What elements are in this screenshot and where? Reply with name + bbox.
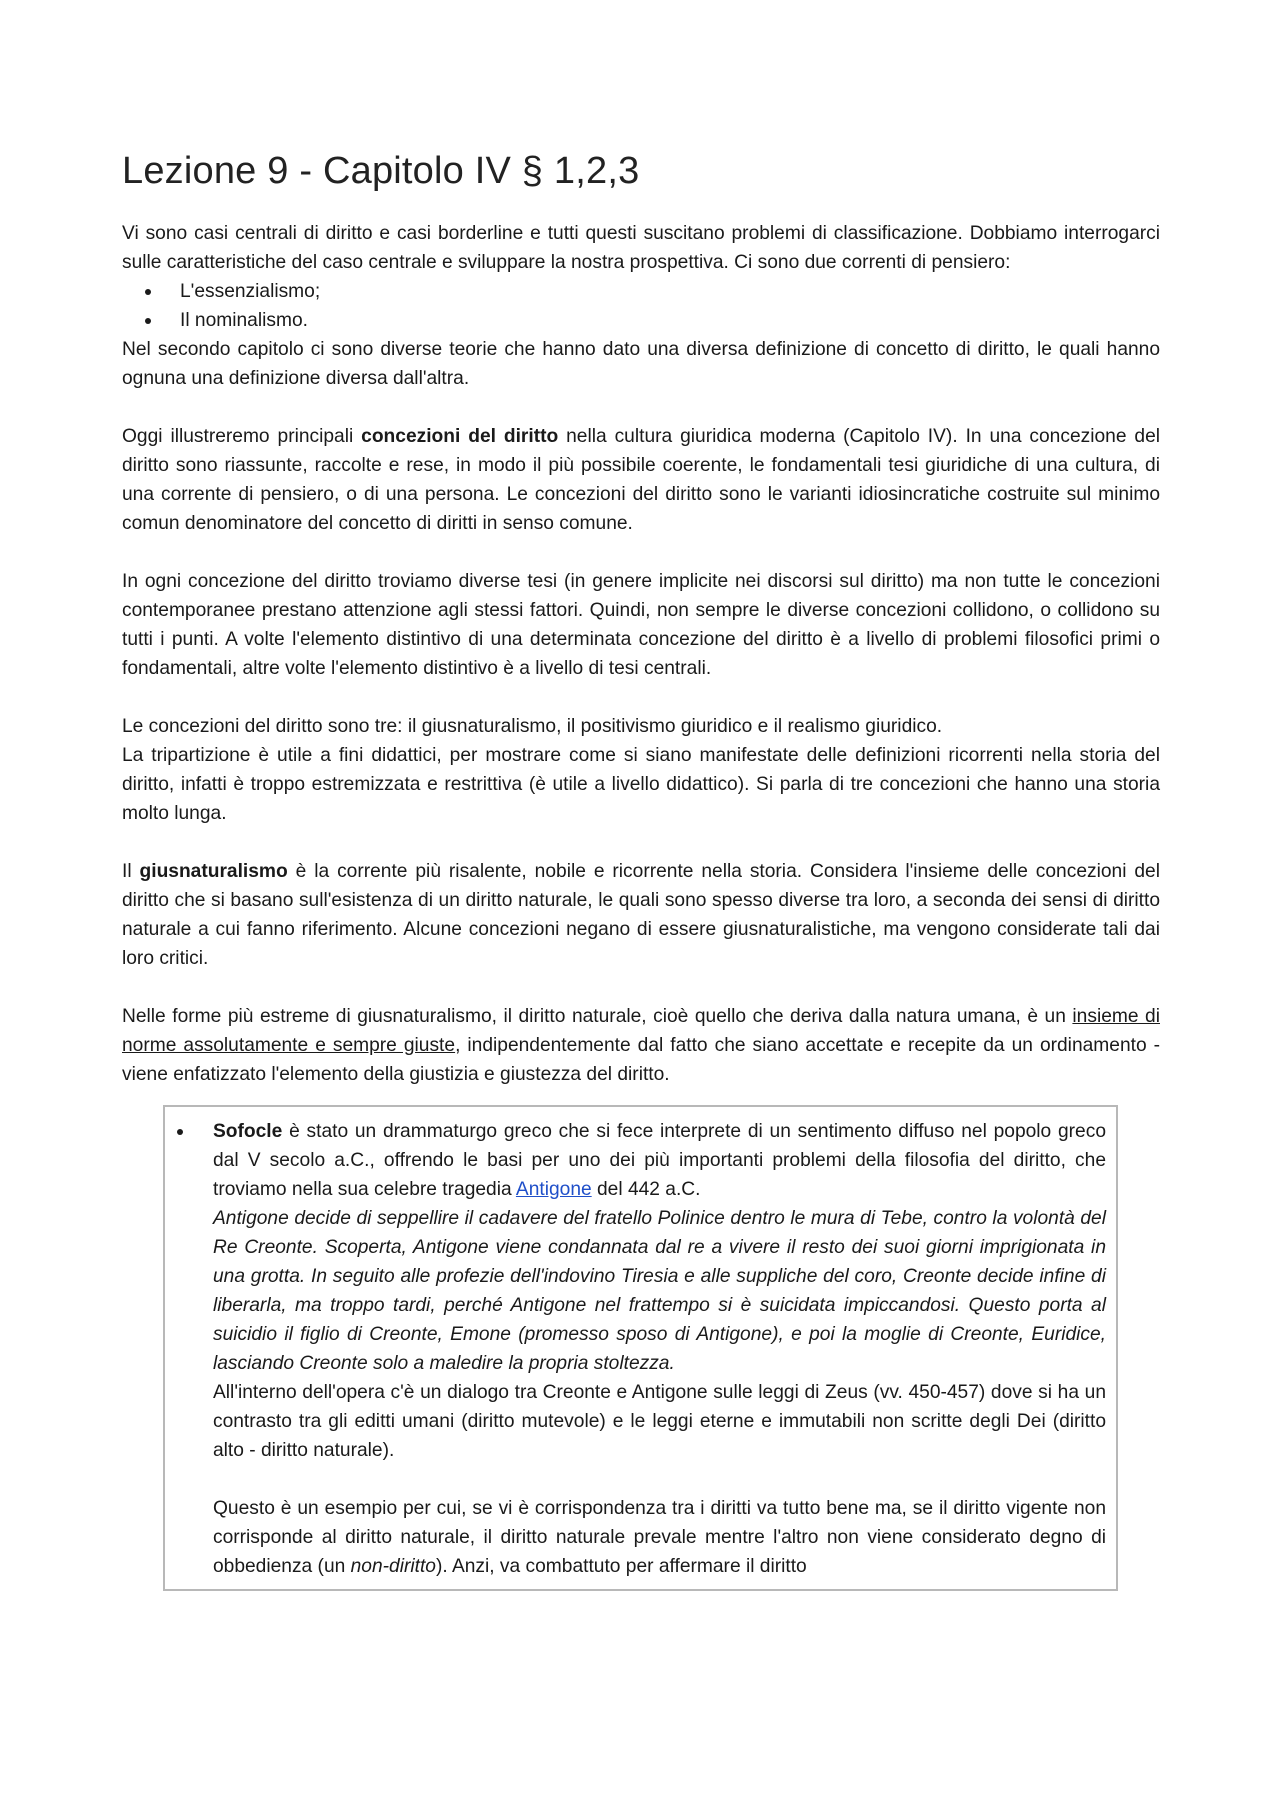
list-item: L'essenzialismo; bbox=[145, 277, 1160, 306]
sofocle-box bbox=[163, 1105, 1118, 1591]
list-item: Il nominalismo. bbox=[145, 306, 1160, 335]
paragraph-concezioni bbox=[122, 422, 1160, 538]
text-span: Oggi illustreremo principali bbox=[122, 426, 362, 447]
text-span: Nelle forme più estreme di giusnaturalismo, il diritto naturale, cioè quello che deriva dalla natura umana, è un bbox=[122, 1006, 1073, 1027]
italic-text: Antigone decide di seppellire il cadavere del fratello Polinice dentro le mura di Tebe, contro la volontà del Re Creonte. Scoperta, Antigone viene condannata dal re a vivere il resto dei suoi giorni imprigionata in una grotta. In seguito alle profezie dell'indovino Tiresia e alle suppliche del coro, Creonte decide infine di liberarla, ma troppo tardi, perché Antigone nel frattempo si è suicidata impiccandosi. Questo porta al suicidio il figlio di Creonte, Emone (promesso sposo di Antigone), e poi la moglie di Creonte, Euridice, lasciando Creonte solo a maledire la propria stoltezza. bbox=[213, 1208, 1106, 1374]
paragraph-tripartizione: La tripartizione è utile a fini didattici, per mostrare come si siano manifestate delle definizioni ricorrenti nella storia del diritto, infatti è troppo estremizzata e restrittiva (è utile a livello didattico). Si parla di tre concezioni che hanno una storia molto lunga. bbox=[122, 745, 1160, 824]
box-intro bbox=[213, 1117, 1106, 1204]
document-page bbox=[122, 150, 1160, 1591]
text-span: ). Anzi, va combattuto per affermare il diritto bbox=[435, 1556, 807, 1577]
text-span: è stato un drammaturgo greco che si fece interprete di un sentimento diffuso nel popolo greco dal V secolo a.C., offrendo le basi per uno dei più importanti problemi della filosofia del diritto, che troviamo nella sua celebre tragedia bbox=[213, 1121, 1106, 1200]
text-span: nella cultura giuridica moderna (Capitolo IV). In una concezione del diritto sono riassunte, raccolte e rese, in modo il più possibile coerente, le fondamentali tesi giuridiche di una cultura, di una corrente di pensiero, o di una persona. Le concezioni del diritto sono le varianti idiosincratiche costruite sul minimo comun denominatore del concetto di diritti in senso comune. bbox=[122, 426, 1161, 534]
page-title: Lezione 9 - Capitolo IV § 1,2,3 bbox=[122, 150, 640, 192]
antigone-link[interactable]: Antigone bbox=[515, 1179, 592, 1200]
box-plot-summary bbox=[213, 1204, 1106, 1378]
text-span: Questo è un esempio per cui, se vi è corrispondenza tra i diritti va tutto bene ma, se il diritto vigente non corrisponde al diritto naturale, il diritto naturale prevale mentre l'altro non viene considerato degno di obbedienza (un bbox=[213, 1498, 1106, 1577]
bullet-list bbox=[122, 277, 1160, 335]
text-span: Il bbox=[122, 861, 140, 882]
underlined-text: insieme di norme assolutamente e sempre giuste bbox=[122, 1006, 1160, 1056]
text-span: è la corrente più risalente, nobile e ricorrente nella storia. Considera l'insieme delle concezioni del diritto che si basano sull'esistenza di un diritto naturale, le quali sono spesso diverse tra loro, a seconda dei sensi di diritto naturale a cui fanno riferimento. Alcune concezioni negano di essere giusnaturalistiche, ma vengono considerate tali dai loro critici. bbox=[122, 861, 1160, 969]
box-example bbox=[213, 1494, 1106, 1581]
text-span: del 442 a.C. bbox=[591, 1179, 701, 1200]
italic-text: non-diritto bbox=[350, 1556, 436, 1577]
bullet-dot bbox=[177, 1129, 183, 1135]
text-span: , indipendentemente dal fatto che siano accettate e recepite da un ordinamento - viene enfatizzato l'elemento della giustizia e giustezza del diritto. bbox=[122, 1035, 1161, 1085]
paragraph-forme-estreme bbox=[122, 1002, 1160, 1089]
paragraph-tesi: In ogni concezione del diritto troviamo diverse tesi (in genere implicite nei discorsi sul diritto) ma non tutte le concezioni contemporanee prestano attenzione agli stessi fattori. Quindi, non sempre le diverse concezioni collidono, o collidono su tutti i punti. A volte l'elemento distintivo di una determinata concezione del diritto è a livello di problemi filosofici primi o fondamentali, altre volte l'elemento distintivo è a livello di tesi centrali. bbox=[122, 571, 1160, 679]
bold-term: concezioni del diritto bbox=[361, 426, 559, 447]
paragraph-tre-concezioni: Le concezioni del diritto sono tre: il giusnaturalismo, il positivismo giuridico e il realismo giuridico. bbox=[122, 716, 943, 737]
paragraph-giusnaturalismo bbox=[122, 857, 1160, 973]
bold-term: giusnaturalismo bbox=[139, 861, 288, 882]
paragraph-second-chapter: Nel secondo capitolo ci sono diverse teorie che hanno dato una diversa definizione di concetto di diritto, le quali hanno ognuna una definizione diversa dall'altra. bbox=[122, 339, 1160, 389]
box-dialog: All'interno dell'opera c'è un dialogo tra Creonte e Antigone sulle leggi di Zeus (vv. 450-457) dove si ha un contrasto tra gli editti umani (diritto mutevole) e le leggi eterne e immutabili non scritte degli Dei (diritto alto - diritto naturale). bbox=[213, 1382, 1106, 1461]
paragraph-intro: Vi sono casi centrali di diritto e casi borderline e tutti questi suscitano problemi di classificazione. Dobbiamo interrogarci sulle caratteristiche del caso centrale e sviluppare la nostra prospettiva. Ci sono due correnti di pensiero: bbox=[122, 223, 1160, 273]
bold-term: Sofocle bbox=[213, 1121, 283, 1142]
